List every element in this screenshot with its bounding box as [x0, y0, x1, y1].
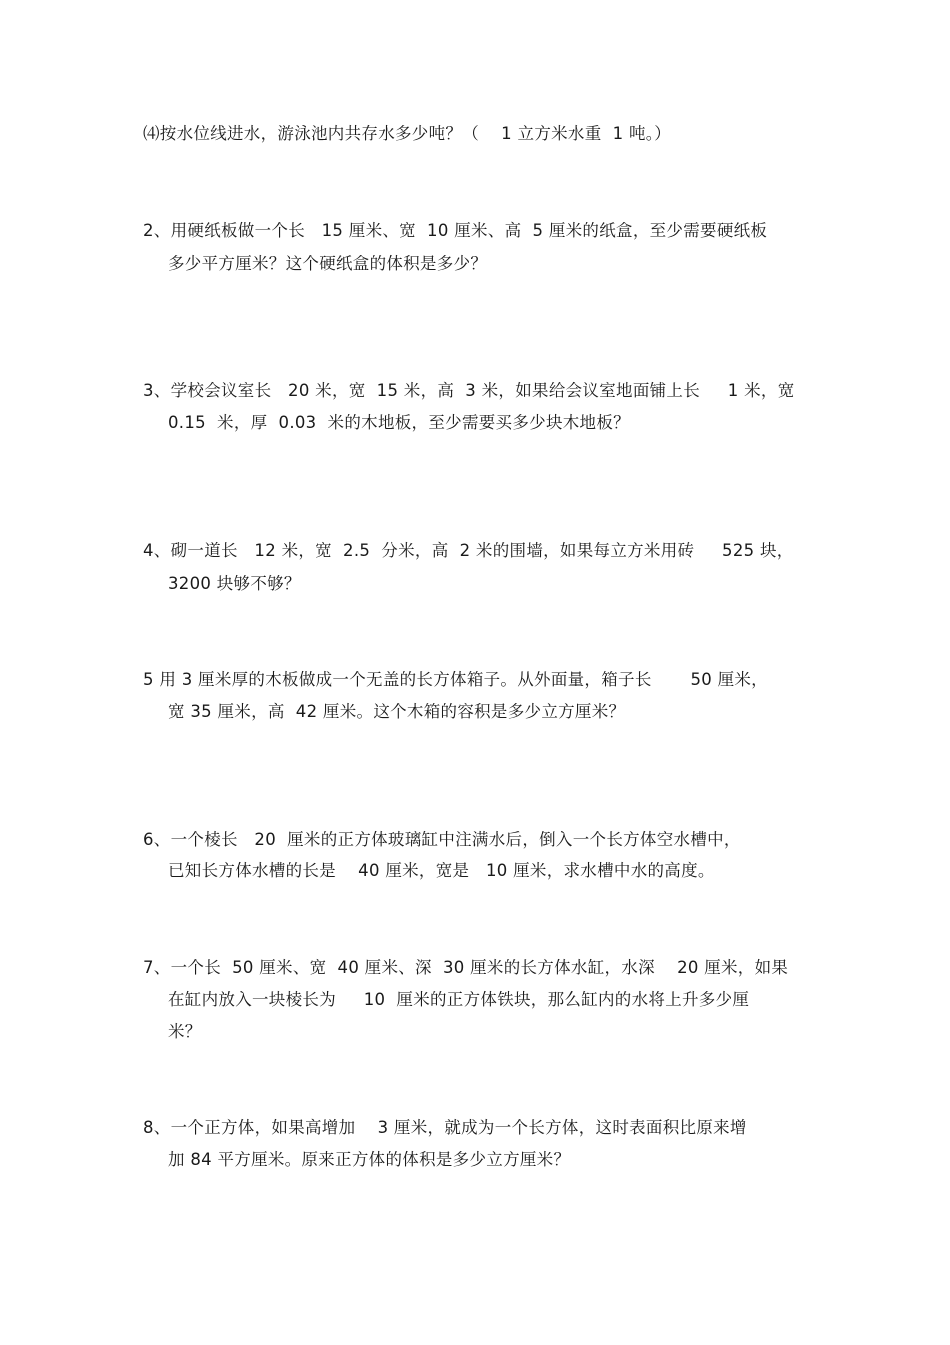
- question-5-line-1: 5 用 3 厘米厚的木板做成一个无盖的长方体箱子。从外面量，箱子长 50 厘米，: [143, 670, 768, 689]
- question-4-line-2: 3200 块够不够？: [168, 574, 301, 593]
- question-8-line-1: 8、一个正方体，如果高增加 3 厘米，就成为一个长方体，这时表面积比原来增: [143, 1118, 747, 1137]
- question-1-4-line-1: ⑷按水位线进水，游泳池内共存水多少吨？（ 1 立方米水重 1 吨。）: [143, 124, 672, 143]
- question-2-line-1: 2、用硬纸板做一个长 15 厘米、宽 10 厘米、高 5 厘米的纸盒，至少需要硬纸板: [143, 221, 768, 240]
- question-3-line-1: 3、学校会议室长 20 米，宽 15 米，高 3 米，如果给会议室地面铺上长 1 米，宽: [143, 381, 795, 400]
- question-8-line-2: 加 84 平方厘米。原来正方体的体积是多少立方厘米？: [168, 1150, 571, 1169]
- question-7-line-1: 7、一个长 50 厘米、宽 40 厘米、深 30 厘米的长方体水缸，水深 20 厘米，如果: [143, 958, 789, 977]
- question-6-line-2: 已知长方体水槽的长是 40 厘米，宽是 10 厘米，求水槽中水的高度。: [168, 861, 715, 880]
- question-3-line-2: 0.15 米，厚 0.03 米的木地板，至少需要买多少块木地板？: [168, 413, 630, 432]
- question-4-line-1: 4、砌一道长 12 米，宽 2.5 分米，高 2 米的围墙，如果每立方米用砖 525 块，: [143, 541, 794, 560]
- question-7-line-3: 米？: [168, 1022, 202, 1041]
- question-7-line-2: 在缸内放入一块棱长为 10 厘米的正方体铁块，那么缸内的水将上升多少厘: [168, 990, 750, 1009]
- question-5-line-2: 宽 35 厘米，高 42 厘米。这个木箱的容积是多少立方厘米？: [168, 702, 626, 721]
- question-2-line-2: 多少平方厘米？这个硬纸盒的体积是多少？: [168, 254, 488, 273]
- question-6-line-1: 6、一个棱长 20 厘米的正方体玻璃缸中注满水后，倒入一个长方体空水槽中，: [143, 830, 741, 849]
